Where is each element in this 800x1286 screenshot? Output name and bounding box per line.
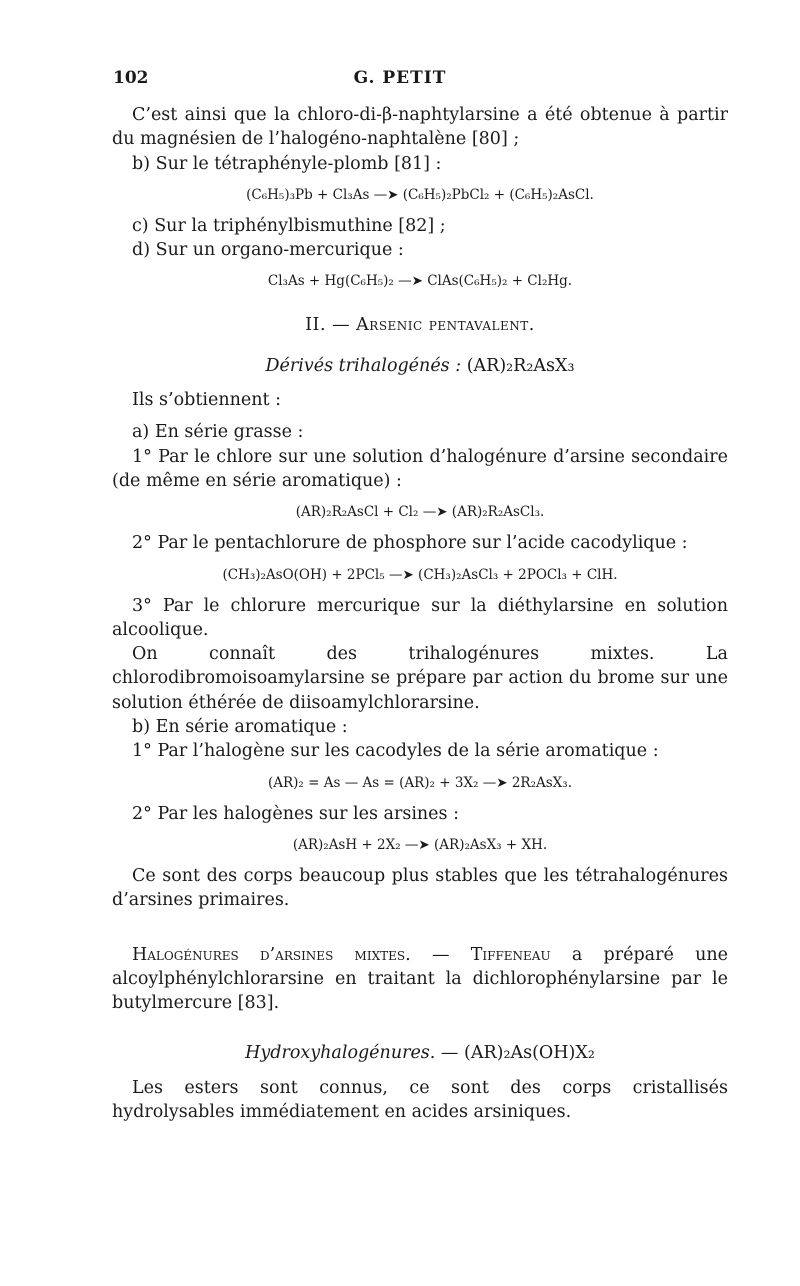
paragraph: 3° Par le chlorure mercurique sur la diéthylarsine en solution alcoolique. [112,595,728,640]
paragraph [112,943,728,1016]
heading-dash: — [431,944,450,965]
paragraph: d) Sur un organo-mercurique : [132,240,404,261]
section-heading: II. — Arsenic pentavalent. [305,315,535,336]
running-header [0,68,800,94]
paragraph: b) Sur le tétraphényle-plomb [81] : [132,153,442,174]
subsection-title: Dérivés trihalogénés : [265,355,462,376]
running-title: G. PETIT [353,68,447,88]
paragraph: C’est ainsi que la chloro-di-β-naphtylarsine a été obtenue à partir du magnésien de l’halogéno-naphtalène [80] ; [112,105,728,150]
subsection-title: Hydroxyhalogénures. — [245,1043,459,1064]
equation: (AR)₂R₂AsCl + Cl₂ —➤ (AR)₂R₂AsCl₃. [295,504,545,521]
subsection-heading [112,354,728,378]
paragraph: b) En série aromatique : [132,717,348,738]
paragraph: 1° Par l’halogène sur les cacodyles de la série aromatique : [132,741,659,762]
subsection-formula: (AR)₂R₂AsX₃ [466,355,575,376]
paragraph: c) Sur la triphénylbismuthine [82] ; [132,215,446,236]
equation: (C₆H₅)₃Pb + Cl₃As —➤ (C₆H₅)₂PbCl₂ + (C₆H₅)₂AsCl. [246,186,594,203]
paragraph: 2° Par les halogènes sur les arsines : [132,803,459,824]
equation: (AR)₂AsH + 2X₂ —➤ (AR)₂AsX₃ + XH. [292,836,548,853]
paragraph: 2° Par le pentachlorure de phosphore sur l’acide cacodylique : [132,533,688,554]
page-number: 102 [113,68,149,88]
subsection-heading [112,1041,728,1065]
paragraph: Les esters sont connus, ce sont des corps cristallisés hydrolysables immédiatement en acides arsiniques. [112,1077,728,1123]
equation: (AR)₂ = As — As = (AR)₂ + 3X₂ —➤ 2R₂AsX₃. [267,774,572,791]
paragraph: Ils s’obtiennent : [132,390,281,411]
paragraph: Ce sont des corps beaucoup plus stables que les tétrahalogénures d’arsines primaires. [112,865,728,911]
author-name: Tiffeneau [470,944,551,965]
equation: (CH₃)₂AsO(OH) + 2PCl₅ —➤ (CH₃)₂AsCl₃ + 2POCl₃ + ClH. [222,566,618,583]
paragraph-text: a préparé une alcoylphénylchlorarsine en traitant la dichlorophénylarsine par le butylmercure [83]. [112,944,728,1014]
paragraph: 1° Par le chlore sur une solution d’halogénure d’arsine secondaire (de même en série aromatique) : [112,446,728,491]
page-body [112,103,728,1124]
paragraph: a) En série grasse : [132,422,304,443]
run-in-heading: Halogénures d’arsines mixtes. [132,944,411,965]
paragraph: On connaît des trihalogénures mixtes. La chlorodibromoisoamylarsine se prépare par action du brome sur une solution éthérée de diisoamylchlorarsine. [112,644,728,713]
subsection-formula: (AR)₂As(OH)X₂ [464,1043,595,1064]
equation: Cl₃As + Hg(C₆H₅)₂ —➤ ClAs(C₆H₅)₂ + Cl₂Hg. [267,273,573,290]
